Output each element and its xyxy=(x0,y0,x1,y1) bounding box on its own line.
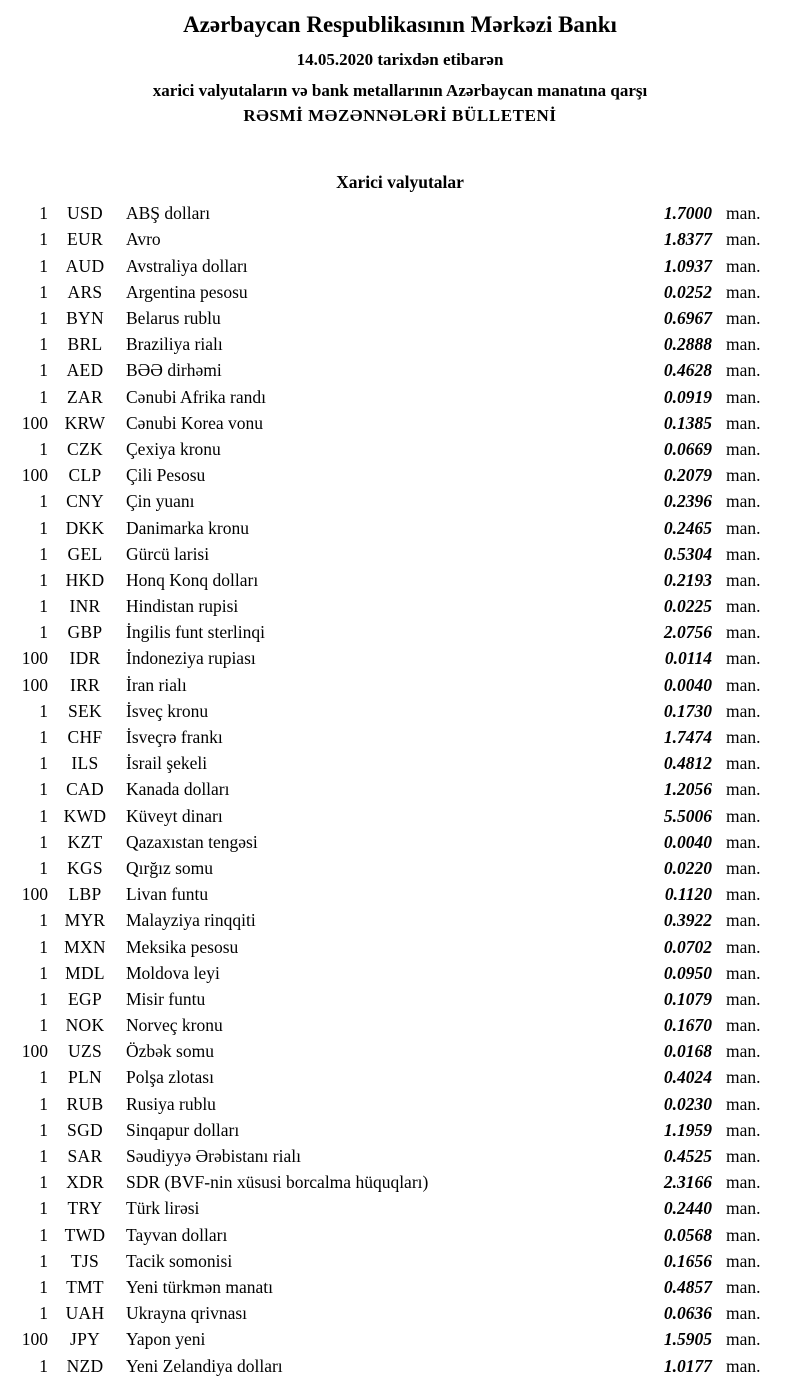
rate-quantity: 100 xyxy=(21,674,48,695)
currency-code: MYR xyxy=(64,910,106,931)
unit-label: man. xyxy=(726,805,761,826)
rate-row xyxy=(18,855,766,881)
rate-value: 0.0636 xyxy=(663,1303,712,1324)
currency-code: ZAR xyxy=(67,386,103,407)
rate-quantity: 1 xyxy=(39,1119,48,1140)
unit-label: man. xyxy=(726,753,761,774)
currency-code: GBP xyxy=(67,622,103,643)
currency-name: Malayziya rinqqiti xyxy=(126,910,256,931)
rate-quantity: 1 xyxy=(39,334,48,355)
currency-code: HKD xyxy=(65,569,105,590)
currency-name: Çin yuanı xyxy=(126,491,195,512)
unit-label: man. xyxy=(726,1276,761,1297)
currency-name: Moldova leyi xyxy=(126,962,220,983)
unit-label: man. xyxy=(726,412,761,433)
rate-value: 0.4024 xyxy=(663,1067,712,1088)
rate-quantity: 100 xyxy=(21,1041,48,1062)
rate-value: 0.1730 xyxy=(663,700,712,721)
rate-row xyxy=(18,1169,766,1195)
rate-value: 0.0220 xyxy=(663,857,712,878)
rates-table xyxy=(0,200,800,1390)
rate-value: 0.1670 xyxy=(663,1015,712,1036)
unit-label: man. xyxy=(726,1067,761,1088)
currency-code: CNY xyxy=(66,491,104,512)
unit-label: man. xyxy=(726,936,761,957)
rate-quantity: 100 xyxy=(21,412,48,433)
rate-quantity: 1 xyxy=(39,857,48,878)
currency-code: NZD xyxy=(66,1355,104,1376)
rate-row xyxy=(18,934,766,960)
unit-label: man. xyxy=(726,281,761,302)
currency-name: Misir funtu xyxy=(126,988,206,1009)
rate-quantity: 1 xyxy=(39,988,48,1009)
rate-row xyxy=(18,593,766,619)
rate-row xyxy=(18,384,766,410)
rate-quantity: 1 xyxy=(39,622,48,643)
rate-value: 0.0230 xyxy=(663,1093,712,1114)
currency-code: UAH xyxy=(65,1303,105,1324)
rate-quantity: 1 xyxy=(39,962,48,983)
rate-quantity: 100 xyxy=(21,465,48,486)
rate-quantity: 100 xyxy=(21,648,48,669)
rate-row xyxy=(18,724,766,750)
currency-name: Qırğız somu xyxy=(126,857,214,878)
rate-row xyxy=(18,1248,766,1274)
rate-value: 0.0225 xyxy=(663,596,712,617)
currency-code: USD xyxy=(67,203,103,224)
currency-code: XDR xyxy=(66,1172,104,1193)
rate-quantity: 1 xyxy=(39,569,48,590)
currency-code: BYN xyxy=(66,308,104,329)
rate-value: 0.2193 xyxy=(663,569,712,590)
rate-quantity: 1 xyxy=(39,831,48,852)
rate-value: 0.0919 xyxy=(663,386,712,407)
unit-label: man. xyxy=(726,203,761,224)
unit-label: man. xyxy=(726,491,761,512)
rate-row xyxy=(18,488,766,514)
currency-name: Belarus rublu xyxy=(126,308,221,329)
rate-value: 0.0669 xyxy=(663,438,712,459)
effective-date-line: 14.05.2020 tarixdən etibarən xyxy=(296,50,504,70)
rate-value: 2.3166 xyxy=(663,1172,712,1193)
rate-value: 0.2465 xyxy=(663,517,712,538)
currency-code: MXN xyxy=(64,936,106,957)
currency-code: MDL xyxy=(65,962,105,983)
rate-value: 0.1079 xyxy=(663,988,712,1009)
rate-row xyxy=(18,410,766,436)
rate-row xyxy=(18,515,766,541)
currency-name: İndoneziya rupiası xyxy=(126,648,256,669)
currency-name: İsveç kronu xyxy=(126,700,209,721)
unit-label: man. xyxy=(726,1329,761,1350)
rate-value: 0.0040 xyxy=(663,831,712,852)
rate-value: 0.0568 xyxy=(663,1224,712,1245)
currency-name: Avro xyxy=(126,229,161,250)
rate-row xyxy=(18,1353,766,1379)
rate-value: 0.4628 xyxy=(663,360,712,381)
rate-quantity: 1 xyxy=(39,1198,48,1219)
rate-quantity: 1 xyxy=(39,936,48,957)
currency-code: TWD xyxy=(64,1224,106,1245)
currency-code: SGD xyxy=(67,1119,103,1140)
rate-value: 2.0756 xyxy=(663,622,712,643)
unit-label: man. xyxy=(726,334,761,355)
currency-code: GEL xyxy=(67,543,103,564)
rate-row xyxy=(18,645,766,671)
currency-code: JPY xyxy=(69,1329,101,1350)
rate-quantity: 1 xyxy=(39,229,48,250)
rate-quantity: 1 xyxy=(39,517,48,538)
currency-name: Danimarka kronu xyxy=(126,517,249,538)
rate-quantity: 1 xyxy=(39,1303,48,1324)
currency-code: CZK xyxy=(67,438,103,459)
rate-row xyxy=(18,1064,766,1090)
currency-name: Norveç kronu xyxy=(126,1015,223,1036)
currency-code: KGS xyxy=(67,857,103,878)
unit-label: man. xyxy=(726,465,761,486)
currency-code: DKK xyxy=(65,517,105,538)
currency-name: BƏƏ dirhəmi xyxy=(126,360,222,381)
currency-name: Türk lirəsi xyxy=(126,1198,200,1219)
rate-value: 0.0040 xyxy=(663,674,712,695)
rate-row xyxy=(18,305,766,331)
unit-label: man. xyxy=(726,1355,761,1376)
rate-value: 0.6967 xyxy=(663,308,712,329)
currency-name: Cənubi Korea vonu xyxy=(126,412,264,433)
unit-label: man. xyxy=(726,779,761,800)
currency-name: İsveçrə frankı xyxy=(126,727,223,748)
rate-row xyxy=(18,619,766,645)
rate-value: 1.0177 xyxy=(663,1355,712,1376)
rate-value: 0.0252 xyxy=(663,281,712,302)
rate-row xyxy=(18,672,766,698)
rate-value: 1.2056 xyxy=(663,779,712,800)
currency-name: Yapon yeni xyxy=(126,1329,206,1350)
currency-code: PLN xyxy=(68,1067,102,1088)
rate-value: 0.4525 xyxy=(663,1146,712,1167)
rate-value: 0.0950 xyxy=(663,962,712,983)
currency-name: Rusiya rublu xyxy=(126,1093,216,1114)
rate-quantity: 1 xyxy=(39,1276,48,1297)
currency-name: Tayvan dolları xyxy=(126,1224,228,1245)
rate-value: 1.8377 xyxy=(663,229,712,250)
currency-code: IRR xyxy=(69,674,101,695)
rate-row xyxy=(18,1143,766,1169)
unit-label: man. xyxy=(726,831,761,852)
currency-name: Kanada dolları xyxy=(126,779,230,800)
currency-code: INR xyxy=(69,596,101,617)
rate-quantity: 1 xyxy=(39,255,48,276)
currency-name: Özbək somu xyxy=(126,1041,214,1062)
currency-name: İsrail şekeli xyxy=(126,753,208,774)
rate-quantity: 100 xyxy=(21,1329,48,1350)
currency-name: Küveyt dinarı xyxy=(126,805,223,826)
currency-name: Səudiyyə Ərəbistanı rialı xyxy=(126,1146,301,1167)
rate-quantity: 1 xyxy=(39,700,48,721)
unit-label: man. xyxy=(726,884,761,905)
unit-label: man. xyxy=(726,857,761,878)
rate-value: 0.2440 xyxy=(663,1198,712,1219)
rate-value: 0.5304 xyxy=(663,543,712,564)
unit-label: man. xyxy=(726,1146,761,1167)
currency-name: Çili Pesosu xyxy=(126,465,206,486)
rate-quantity: 1 xyxy=(39,596,48,617)
rate-row xyxy=(18,226,766,252)
unit-label: man. xyxy=(726,1224,761,1245)
currency-code: IDR xyxy=(69,648,101,669)
unit-label: man. xyxy=(726,962,761,983)
currency-name: İngilis funt sterlinqi xyxy=(126,622,266,643)
currency-code: KZT xyxy=(67,831,103,852)
bulletin-title: RƏSMİ MƏZƏNNƏLƏRİ BÜLLETENİ xyxy=(243,106,557,126)
rate-row xyxy=(18,698,766,724)
rate-row xyxy=(18,1195,766,1221)
unit-label: man. xyxy=(726,727,761,748)
subtitle-line: xarici valyutaların və bank metallarının Azərbaycan manatına qarşı xyxy=(152,81,648,101)
currency-name: Avstraliya dolları xyxy=(126,255,248,276)
currency-code: LBP xyxy=(68,884,102,905)
unit-label: man. xyxy=(726,229,761,250)
rate-value: 0.0114 xyxy=(664,648,712,669)
rate-row xyxy=(18,1326,766,1352)
rate-value: 5.5006 xyxy=(663,805,712,826)
currency-code: SEK xyxy=(68,700,102,721)
unit-label: man. xyxy=(726,1119,761,1140)
unit-label: man. xyxy=(726,255,761,276)
rate-row xyxy=(18,1012,766,1038)
currency-code: CAD xyxy=(66,779,104,800)
unit-label: man. xyxy=(726,1303,761,1324)
rate-value: 0.4812 xyxy=(663,753,712,774)
unit-label: man. xyxy=(726,438,761,459)
rate-value: 0.1656 xyxy=(663,1250,712,1271)
rate-value: 0.0168 xyxy=(663,1041,712,1062)
currency-name: Çexiya kronu xyxy=(126,438,221,459)
unit-label: man. xyxy=(726,1093,761,1114)
rate-row xyxy=(18,200,766,226)
rate-row xyxy=(18,776,766,802)
rate-quantity: 1 xyxy=(39,281,48,302)
unit-label: man. xyxy=(726,1041,761,1062)
currency-code: TMT xyxy=(66,1276,104,1297)
rate-quantity: 1 xyxy=(39,1224,48,1245)
rate-quantity: 1 xyxy=(39,910,48,931)
rate-quantity: 1 xyxy=(39,386,48,407)
rate-row xyxy=(18,750,766,776)
unit-label: man. xyxy=(726,1198,761,1219)
rate-row xyxy=(18,1274,766,1300)
currency-code: EGP xyxy=(68,988,102,1009)
rate-row xyxy=(18,803,766,829)
rate-quantity: 1 xyxy=(39,360,48,381)
rate-quantity: 1 xyxy=(39,1250,48,1271)
rate-row xyxy=(18,436,766,462)
rate-row xyxy=(18,960,766,986)
rate-row xyxy=(18,1117,766,1143)
rate-value: 0.3922 xyxy=(663,910,712,931)
unit-label: man. xyxy=(726,1015,761,1036)
currency-code: ARS xyxy=(67,281,103,302)
rate-row xyxy=(18,986,766,1012)
rate-row xyxy=(18,279,766,305)
rate-quantity: 1 xyxy=(39,1146,48,1167)
currency-name: İran rialı xyxy=(126,674,187,695)
rate-quantity: 1 xyxy=(39,727,48,748)
unit-label: man. xyxy=(726,1172,761,1193)
currency-name: Braziliya rialı xyxy=(126,334,223,355)
currency-code: TRY xyxy=(67,1198,103,1219)
currency-code: BRL xyxy=(67,334,103,355)
rate-quantity: 1 xyxy=(39,1355,48,1376)
currency-name: Yeni Zelandiya dolları xyxy=(126,1355,283,1376)
rate-row xyxy=(18,1038,766,1064)
rate-quantity: 1 xyxy=(39,543,48,564)
currency-name: Cənubi Afrika randı xyxy=(126,386,266,407)
currency-code: KWD xyxy=(63,805,107,826)
currency-code: AED xyxy=(66,360,104,381)
section-heading-foreign-currencies: Xarici valyutalar xyxy=(336,172,464,193)
unit-label: man. xyxy=(726,648,761,669)
currency-code: CLP xyxy=(68,465,102,486)
currency-name: ABŞ dolları xyxy=(126,203,211,224)
unit-label: man. xyxy=(726,543,761,564)
unit-label: man. xyxy=(726,1250,761,1271)
rate-quantity: 1 xyxy=(39,203,48,224)
rate-quantity: 1 xyxy=(39,491,48,512)
currency-name: Honq Konq dolları xyxy=(126,569,259,590)
unit-label: man. xyxy=(726,308,761,329)
currency-name: Livan funtu xyxy=(126,884,209,905)
currency-name: Polşa zlotası xyxy=(126,1067,214,1088)
rate-row xyxy=(18,357,766,383)
currency-name: Hindistan rupisi xyxy=(126,596,239,617)
currency-code: AUD xyxy=(65,255,105,276)
rate-value: 1.7474 xyxy=(663,727,712,748)
currency-code: UZS xyxy=(68,1041,102,1062)
currency-code: KRW xyxy=(64,412,106,433)
currency-code: RUB xyxy=(66,1093,104,1114)
currency-code: NOK xyxy=(65,1015,105,1036)
currency-name: Qazaxıstan tengəsi xyxy=(126,831,258,852)
currency-name: Yeni türkmən manatı xyxy=(126,1276,273,1297)
rate-value: 1.7000 xyxy=(663,203,712,224)
rate-value: 1.1959 xyxy=(663,1119,712,1140)
currency-name: Meksika pesosu xyxy=(126,936,239,957)
unit-label: man. xyxy=(726,517,761,538)
unit-label: man. xyxy=(726,596,761,617)
rate-value: 0.2888 xyxy=(663,334,712,355)
currency-name: Tacik somonisi xyxy=(126,1250,233,1271)
currency-name: Ukrayna qrivnası xyxy=(126,1303,248,1324)
rate-value: 0.1385 xyxy=(663,412,712,433)
rate-value: 1.5905 xyxy=(663,1329,712,1350)
unit-label: man. xyxy=(726,910,761,931)
rate-row xyxy=(18,881,766,907)
rate-value: 0.0702 xyxy=(663,936,712,957)
rate-row xyxy=(18,1091,766,1117)
rate-quantity: 1 xyxy=(39,308,48,329)
unit-label: man. xyxy=(726,674,761,695)
rate-row xyxy=(18,907,766,933)
currency-code: ILS xyxy=(71,753,99,774)
rate-quantity: 1 xyxy=(39,1067,48,1088)
rate-quantity: 1 xyxy=(39,438,48,459)
rate-quantity: 1 xyxy=(39,805,48,826)
rate-row xyxy=(18,331,766,357)
rate-quantity: 1 xyxy=(39,753,48,774)
rate-value: 0.4857 xyxy=(663,1276,712,1297)
unit-label: man. xyxy=(726,569,761,590)
rate-value: 0.2396 xyxy=(663,491,712,512)
rate-quantity: 100 xyxy=(21,884,48,905)
rate-row xyxy=(18,567,766,593)
currency-code: EUR xyxy=(67,229,103,250)
rate-row xyxy=(18,253,766,279)
unit-label: man. xyxy=(726,988,761,1009)
rate-row xyxy=(18,462,766,488)
rate-row xyxy=(18,1222,766,1248)
rate-value: 0.2079 xyxy=(663,465,712,486)
currency-code: TJS xyxy=(70,1250,100,1271)
rate-quantity: 1 xyxy=(39,1093,48,1114)
bulletin-header xyxy=(0,12,800,126)
unit-label: man. xyxy=(726,622,761,643)
currency-name: SDR (BVF-nin xüsusi borcalma hüquqları) xyxy=(126,1172,429,1193)
currency-name: Sinqapur dolları xyxy=(126,1119,240,1140)
currency-code: SAR xyxy=(67,1146,103,1167)
currency-code: CHF xyxy=(67,727,103,748)
unit-label: man. xyxy=(726,360,761,381)
rate-value: 0.1120 xyxy=(664,884,712,905)
currency-name: Gürcü larisi xyxy=(126,543,210,564)
rate-quantity: 1 xyxy=(39,1172,48,1193)
bank-title: Azərbaycan Respublikasının Mərkəzi Bankı xyxy=(183,12,617,37)
rate-quantity: 1 xyxy=(39,779,48,800)
rate-row xyxy=(18,1300,766,1326)
rate-row xyxy=(18,829,766,855)
rate-quantity: 1 xyxy=(39,1015,48,1036)
unit-label: man. xyxy=(726,700,761,721)
rate-value: 1.0937 xyxy=(663,255,712,276)
currency-name: Argentina pesosu xyxy=(126,281,248,302)
unit-label: man. xyxy=(726,386,761,407)
rate-row xyxy=(18,541,766,567)
